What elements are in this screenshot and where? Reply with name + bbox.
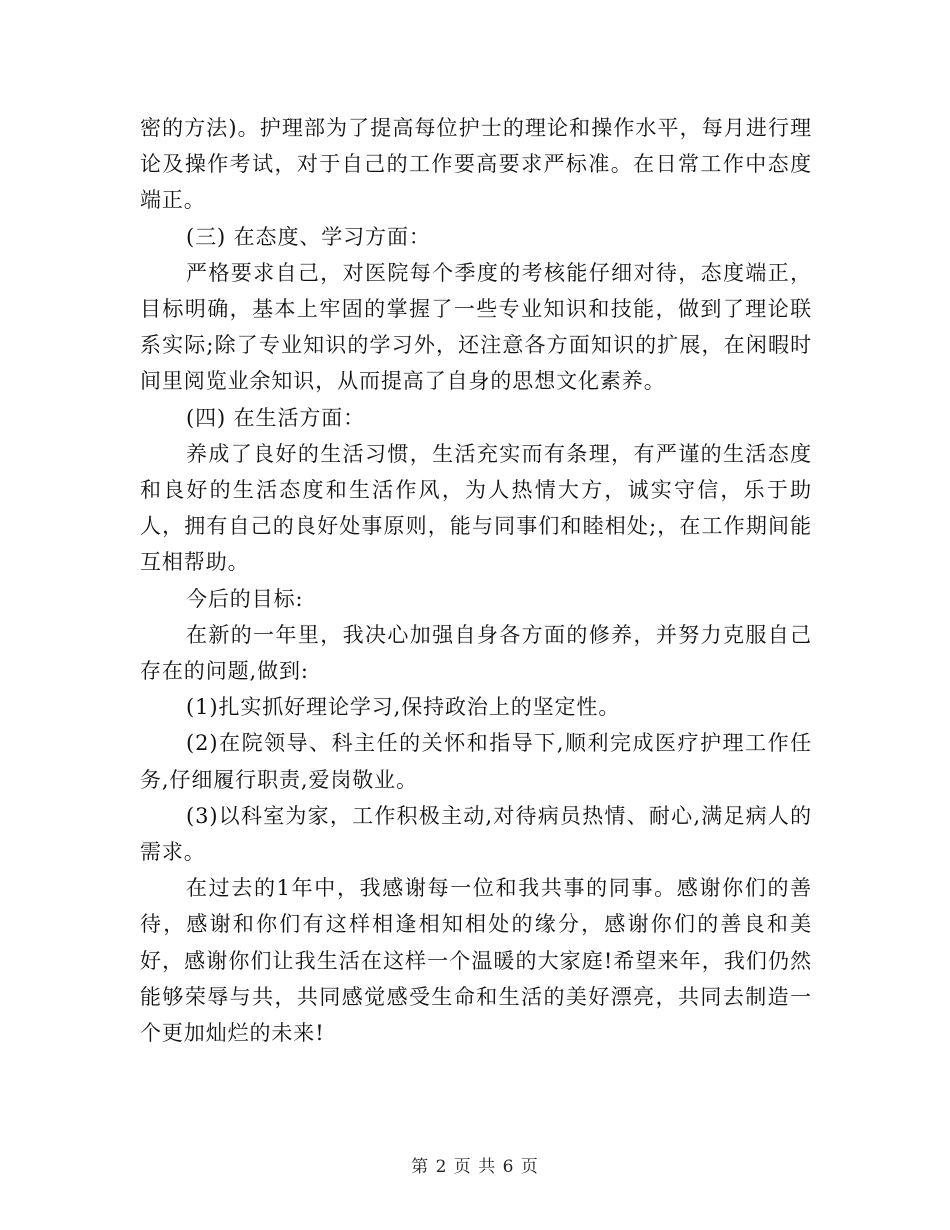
section-heading-life: (四) 在生活方面： — [186, 405, 366, 430]
goal-item-3: (3)以科室为家，工作积极主动,对待病员热情、耐心,满足病人的需求。 — [140, 803, 812, 865]
paragraph-gratitude: 在过去的1年中，我感谢每一位和我共事的同事。感谢你们的善待，感谢和你们有这样相逢相知相处的缘分，感谢你们的善良和美好，感谢你们让我生活在这样一个温暖的大家庭!希望来年，我们仍然能够荣辱与共，共同感觉感受生命和生活的美好漂亮，共同去制造一个更加灿烂的未来! — [140, 876, 812, 1046]
paragraph-life: 养成了良好的生活习惯，生活充实而有条理，有严谨的生活态度和良好的生活态度和生活作风，为人热情大方，诚实守信，乐于助人，拥有自己的良好处事原则，能与同事们和睦相处;，在工作期间能互相帮助。 — [140, 441, 812, 575]
page-number-footer: 第 2 页 共 6 页 — [411, 1157, 539, 1177]
paragraph-continuation: 密的方法)。护理部为了提高每位护士的理论和操作水平，每月进行理论及操作考试，对于自己的工作要高要求严标准。在日常工作中态度端正。 — [140, 116, 812, 213]
section-heading-future-goals: 今后的目标: — [186, 586, 304, 611]
goal-item-2: (2)在院领导、科主任的关怀和指导下,顺利完成医疗护理工作任务,仔细履行职责,爱岗敬业。 — [140, 731, 812, 792]
goal-item-1: (1)扎实抓好理论学习,保持政治上的坚定性。 — [186, 695, 621, 720]
section-heading-attitude-study: (三) 在态度、学习方面： — [186, 224, 431, 249]
paragraph-attitude-study: 严格要求自己，对医院每个季度的考核能仔细对待，态度端正，目标明确，基本上牢固的掌握了一些专业知识和技能，做到了理论联系实际;除了专业知识的学习外，还注意各方面知识的扩展，在闲暇时间里阅览业余知识，从而提高了自身的思想文化素养。 — [140, 260, 812, 394]
paragraph-goals-intro: 在新的一年里，我决心加强自身各方面的修养，并努力克服自己存在的问题,做到: — [140, 622, 812, 684]
document-body — [140, 110, 812, 1051]
